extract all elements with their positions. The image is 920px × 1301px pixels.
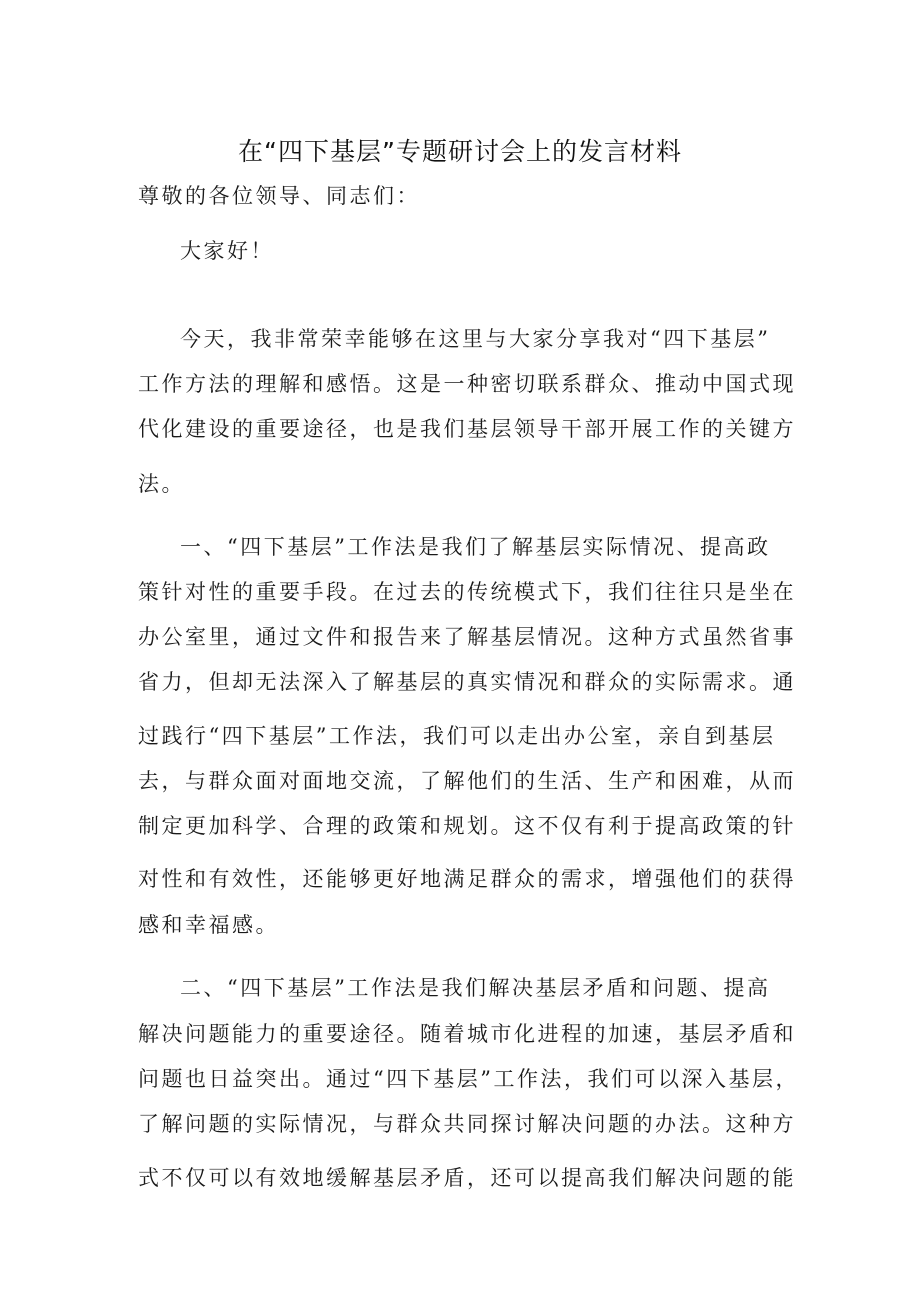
paragraph-1-line-1: 今天，我非常荣幸能够在这里与大家分享我对“四下基层” [180,327,771,351]
paragraph-2-line-4: 省力，但却无法深入了解基层的真实情况和群众的实际需求。通 [138,670,796,694]
paragraph-3-line-1: 二、“四下基层”工作法是我们解决基层矛盾和问题、提高 [180,976,771,1000]
paragraph-2-line-8: 对性和有效性，还能够更好地满足群众的需求，增强他们的获得 [138,867,796,891]
paragraph-2-line-6: 去，与群众面对面地交流，了解他们的生活、生产和困难，从而 [138,769,796,793]
paragraph-3-line-3: 问题也日益突出。通过“四下基层”工作法，我们可以深入基层， [138,1067,799,1091]
paragraph-2-line-1: 一、“四下基层”工作法是我们了解基层实际情况、提高政 [180,535,771,559]
paragraph-2-line-7: 制定更加科学、合理的政策和规划。这不仅有利于提高政策的针 [138,814,796,838]
paragraph-1-line-3: 代化建设的重要途径，也是我们基层领导干部开展工作的关键方 [138,417,796,441]
salutation: 尊敬的各位领导、同志们： [138,184,420,208]
paragraph-2-line-9: 感和幸福感。 [138,913,279,937]
paragraph-2-line-2: 策针对性的重要手段。在过去的传统模式下，我们往往只是坐在 [138,580,796,604]
paragraph-1-line-4: 法。 [138,472,185,496]
paragraph-3-line-4: 了解问题的实际情况，与群众共同探讨解决问题的办法。这种方 [138,1112,796,1136]
greeting: 大家好！ [180,239,274,263]
paragraph-2-line-3: 办公室里，通过文件和报告来了解基层情况。这种方式虽然省事 [138,625,796,649]
paragraph-2-line-5: 过践行“四下基层”工作法，我们可以走出办公室，亲自到基层 [138,724,776,748]
paragraph-3-line-5: 式不仅可以有效地缓解基层矛盾，还可以提高我们解决问题的能 [138,1166,796,1190]
document-title: 在“四下基层”专题研讨会上的发言材料 [238,137,682,166]
paragraph-1-line-2: 工作方法的理解和感悟。这是一种密切联系群众、推动中国式现 [138,372,796,396]
paragraph-3-line-2: 解决问题能力的重要途径。随着城市化进程的加速，基层矛盾和 [138,1022,796,1046]
